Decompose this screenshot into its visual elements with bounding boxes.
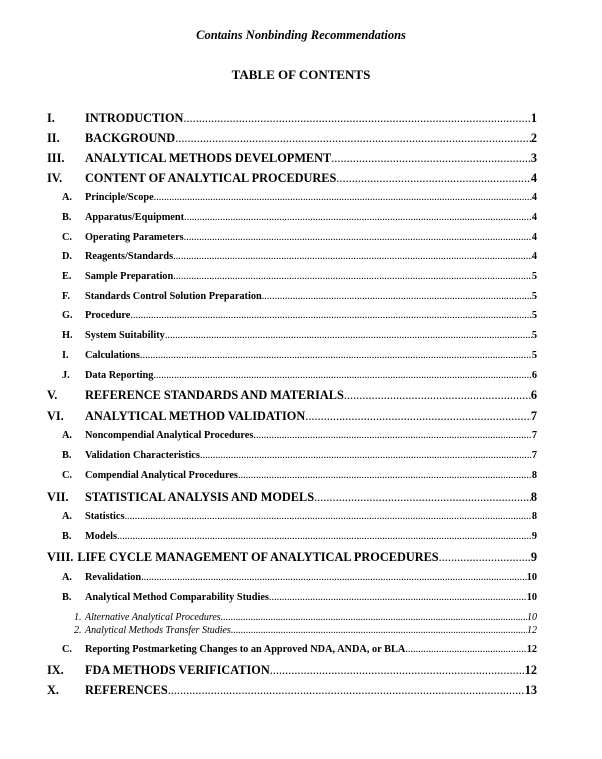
leader-dots	[221, 612, 527, 623]
toc-entry[interactable]	[62, 592, 537, 603]
toc-label: Noncompendial Analytical Procedures	[85, 430, 254, 441]
toc-page: 7	[530, 409, 537, 423]
toc-number: B.	[62, 592, 72, 603]
toc-entry[interactable]	[62, 531, 537, 542]
leader-dots	[124, 511, 531, 522]
toc-entry[interactable]	[62, 470, 537, 481]
toc-label: REFERENCE STANDARDS AND MATERIALS	[85, 388, 344, 402]
leader-dots	[141, 572, 527, 583]
leader-dots	[165, 330, 532, 341]
leader-dots	[117, 531, 532, 542]
toc-entry[interactable]	[47, 131, 537, 146]
toc-entry[interactable]	[62, 271, 537, 282]
toc-entry[interactable]	[47, 550, 537, 565]
toc-entry[interactable]	[47, 683, 537, 698]
toc-label: CONTENT OF ANALYTICAL PROCEDURES	[85, 171, 337, 185]
toc-number: IV.	[47, 171, 63, 185]
toc-page: 13	[524, 683, 537, 697]
leader-dots	[130, 310, 531, 321]
toc-label: ANALYTICAL METHOD VALIDATION	[85, 409, 306, 423]
toc-page: 12	[524, 663, 537, 677]
leader-dots	[173, 271, 532, 282]
toc-page: 6	[530, 388, 537, 402]
toc-entry[interactable]	[74, 612, 537, 623]
document-header: Contains Nonbinding Recommendations	[196, 28, 406, 42]
toc-label: Principle/Scope	[85, 192, 154, 203]
toc-page: 9	[530, 550, 537, 564]
toc-number: D.	[62, 251, 73, 262]
toc-label: LIFE CYCLE MANAGEMENT OF ANALYTICAL PROCEDURES	[77, 550, 439, 564]
toc-number: VII.	[47, 490, 69, 504]
leader-dots	[439, 550, 531, 565]
toc-number: J.	[62, 370, 70, 381]
toc-entry[interactable]	[62, 232, 537, 243]
toc-page: 6	[531, 370, 537, 381]
toc-entry[interactable]	[62, 350, 537, 361]
toc-entry[interactable]	[62, 330, 537, 341]
toc-page: 12	[527, 625, 537, 636]
toc-number: VI.	[47, 409, 64, 423]
toc-number: A.	[62, 430, 73, 441]
toc-page: 5	[531, 291, 537, 302]
toc-label: Validation Characteristics	[85, 450, 200, 461]
toc-number: A.	[62, 511, 73, 522]
toc-label: Apparatus/Equipment	[85, 212, 184, 223]
leader-dots	[168, 683, 525, 698]
toc-page: 12	[526, 644, 537, 655]
toc-page: 10	[527, 612, 537, 623]
toc-number: B.	[62, 531, 72, 542]
toc-number: G.	[62, 310, 73, 321]
leader-dots	[405, 644, 526, 655]
leader-dots	[262, 291, 532, 302]
toc-page: 8	[531, 511, 537, 522]
toc-label: ANALYTICAL METHODS DEVELOPMENT	[85, 151, 332, 165]
toc-number: 2.	[74, 625, 82, 636]
leader-dots	[175, 131, 531, 146]
toc-label: INTRODUCTION	[85, 111, 184, 125]
toc-label: Models	[85, 531, 118, 542]
toc-number: I.	[47, 111, 55, 125]
toc-entry[interactable]	[47, 111, 537, 126]
toc-number: IX.	[47, 663, 64, 677]
toc-page: 5	[531, 350, 537, 361]
toc-label: FDA METHODS VERIFICATION	[85, 663, 270, 677]
toc-entry[interactable]	[62, 572, 537, 583]
toc-entry[interactable]	[62, 644, 537, 655]
toc-page: 4	[531, 251, 537, 262]
leader-dots	[140, 350, 532, 361]
toc-entry[interactable]	[62, 212, 537, 223]
toc-page: 3	[530, 151, 537, 165]
toc-page: 5	[531, 271, 537, 282]
leader-dots	[154, 192, 532, 203]
toc-number: VIII.	[47, 550, 74, 564]
toc-page: 5	[531, 330, 537, 341]
toc-page: 4	[531, 212, 537, 223]
leader-dots	[173, 251, 532, 262]
toc-page: 8	[530, 490, 537, 504]
toc-entry[interactable]	[47, 151, 537, 166]
toc-entry[interactable]	[62, 370, 537, 381]
toc-number: X.	[47, 683, 59, 697]
toc-entry[interactable]	[47, 409, 537, 424]
leader-dots	[336, 171, 531, 186]
leader-dots	[153, 370, 531, 381]
toc-number: E.	[62, 271, 72, 282]
toc-entry[interactable]	[47, 663, 537, 678]
toc-page: 8	[531, 470, 537, 481]
toc-number: A.	[62, 572, 73, 583]
toc-entry[interactable]	[62, 310, 537, 321]
toc-number: III.	[47, 151, 65, 165]
leader-dots	[238, 470, 532, 481]
toc-number: C.	[62, 470, 73, 481]
leader-dots	[184, 232, 532, 243]
toc-number: A.	[62, 192, 73, 203]
toc-number: II.	[47, 131, 60, 145]
toc-label: Operating Parameters	[85, 232, 184, 243]
toc-label: Calculations	[85, 350, 140, 361]
toc-page: 10	[526, 572, 537, 583]
toc-number: B.	[62, 450, 72, 461]
toc-page: 4	[531, 192, 537, 203]
toc-number: 1.	[74, 612, 82, 623]
toc-label: REFERENCES	[85, 683, 168, 697]
toc-label: Revalidation	[85, 572, 142, 583]
toc-page: 7	[531, 450, 537, 461]
leader-dots	[270, 663, 525, 678]
leader-dots	[183, 111, 530, 126]
toc-entry[interactable]	[74, 625, 537, 636]
toc-number: B.	[62, 212, 72, 223]
toc-page: 7	[531, 430, 537, 441]
toc-label: Reagents/Standards	[85, 251, 174, 262]
toc-number: I.	[62, 350, 69, 361]
leader-dots	[184, 212, 532, 223]
toc-entry[interactable]	[47, 171, 537, 186]
toc-entry[interactable]	[62, 251, 537, 262]
toc-label: BACKGROUND	[85, 131, 176, 145]
leader-dots	[200, 450, 532, 461]
toc-number: V.	[47, 388, 58, 402]
toc-label: STATISTICAL ANALYSIS AND MODELS	[85, 490, 315, 504]
toc-label: Procedure	[85, 310, 131, 321]
leader-dots	[305, 409, 531, 424]
page-title: TABLE OF CONTENTS	[231, 67, 371, 82]
toc-page: 5	[531, 310, 537, 321]
toc-page: 4	[531, 232, 537, 243]
toc-label: Sample Preparation	[85, 271, 174, 282]
toc-label: Statistics	[85, 511, 125, 522]
toc-entry[interactable]	[62, 291, 537, 302]
toc-label: Compendial Analytical Procedures	[85, 470, 238, 481]
leader-dots	[314, 490, 531, 505]
toc-number: C.	[62, 232, 73, 243]
toc-entry[interactable]	[62, 430, 537, 441]
toc-number: C.	[62, 644, 73, 655]
toc-entry[interactable]	[62, 511, 537, 522]
toc-page: 2	[530, 131, 537, 145]
toc-page: 1	[530, 111, 537, 125]
toc-entry[interactable]	[47, 388, 537, 403]
toc-label: Analytical Methods Transfer Studies	[85, 625, 231, 636]
toc-label: System Suitability	[85, 330, 165, 341]
toc-label: Analytical Method Comparability Studies	[85, 592, 269, 603]
toc-page: 10	[526, 592, 537, 603]
toc-page: 9	[531, 531, 537, 542]
leader-dots	[331, 151, 531, 166]
leader-dots	[269, 592, 527, 603]
leader-dots	[253, 430, 531, 441]
leader-dots	[231, 625, 527, 636]
toc-entry[interactable]	[62, 192, 537, 203]
toc-number: H.	[62, 330, 73, 341]
toc-entry[interactable]	[62, 450, 537, 461]
toc-label: Data Reporting	[85, 370, 154, 381]
toc-page: 4	[530, 171, 537, 185]
toc-label: Alternative Analytical Procedures	[85, 612, 221, 623]
toc-number: F.	[62, 291, 70, 302]
toc-label: Reporting Postmarketing Changes to an Approved NDA, ANDA, or BLA	[85, 644, 406, 655]
toc-entry[interactable]	[47, 490, 537, 505]
leader-dots	[344, 388, 531, 403]
toc-label: Standards Control Solution Preparation	[85, 291, 262, 302]
